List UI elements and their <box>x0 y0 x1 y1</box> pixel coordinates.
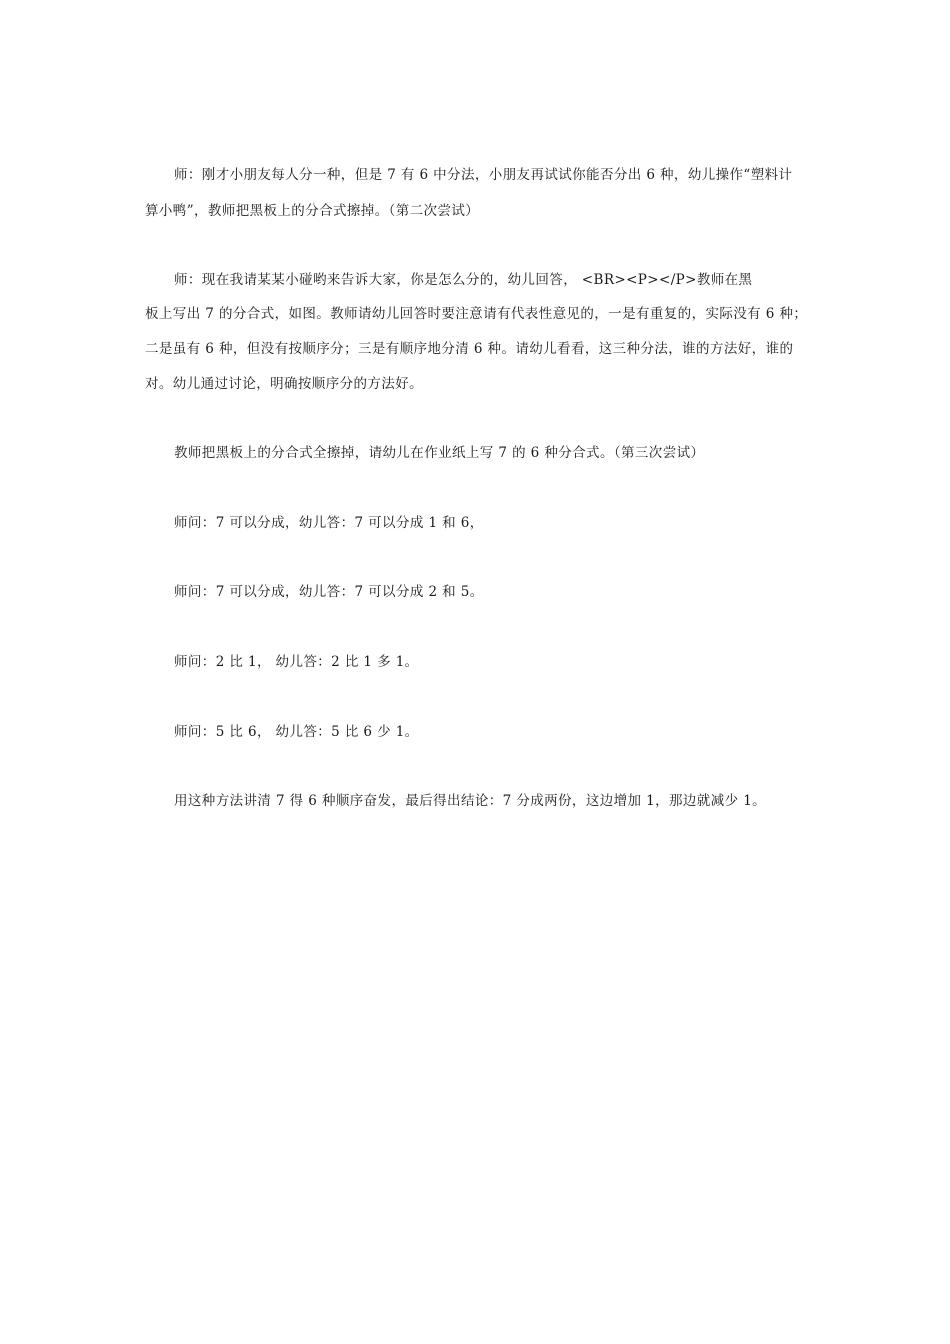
paragraph-2-line-4: 对。幼儿通过讨论，明确按顺序分的方法好。 <box>145 376 423 392</box>
paragraph-8-line-1: 用这种方法讲清 7 得 6 种顺序奋发，最后得出结论：7 分成两份，这边增加 1，那边就减少 1。 <box>174 793 767 809</box>
paragraph-1-line-1: 师：刚才小朋友每人分一种，但是 7 有 6 中分法，小朋友再试试你能否分出 6 种，幼儿操作“塑料计 <box>174 167 793 183</box>
paragraph-2-line-1: 师：现在我请某某小碰哟来告诉大家，你是怎么分的，幼儿回答， <BR><P></P>教师在黑 <box>174 272 753 288</box>
paragraph-6-line-1: 师问：2 比 1， 幼儿答：2 比 1 多 1。 <box>174 654 419 670</box>
paragraph-1-line-2: 算小鸭”，教师把黑板上的分合式擦掉。（第二次尝试） <box>145 203 480 219</box>
paragraph-3-line-1: 教师把黑板上的分合式全擦掉，请幼儿在作业纸上写 7 的 6 种分合式。（第三次尝试） <box>174 445 705 461</box>
paragraph-5-line-1: 师问：7 可以分成，幼儿答：7 可以分成 2 和 5。 <box>174 584 484 600</box>
paragraph-4-line-1: 师问：7 可以分成，幼儿答：7 可以分成 1 和 6， <box>174 515 484 531</box>
paragraph-2-line-3: 二是虽有 6 种，但没有按顺序分；三是有顺序地分清 6 种。请幼儿看看，这三种分法，谁的方法好，谁的 <box>145 341 794 357</box>
paragraph-2-line-2: 板上写出 7 的分合式，如图。教师请幼儿回答时要注意请有代表性意见的，一是有重复的，实际没有 6 种； <box>145 306 808 322</box>
paragraph-7-line-1: 师问：5 比 6， 幼儿答：5 比 6 少 1。 <box>174 724 419 740</box>
